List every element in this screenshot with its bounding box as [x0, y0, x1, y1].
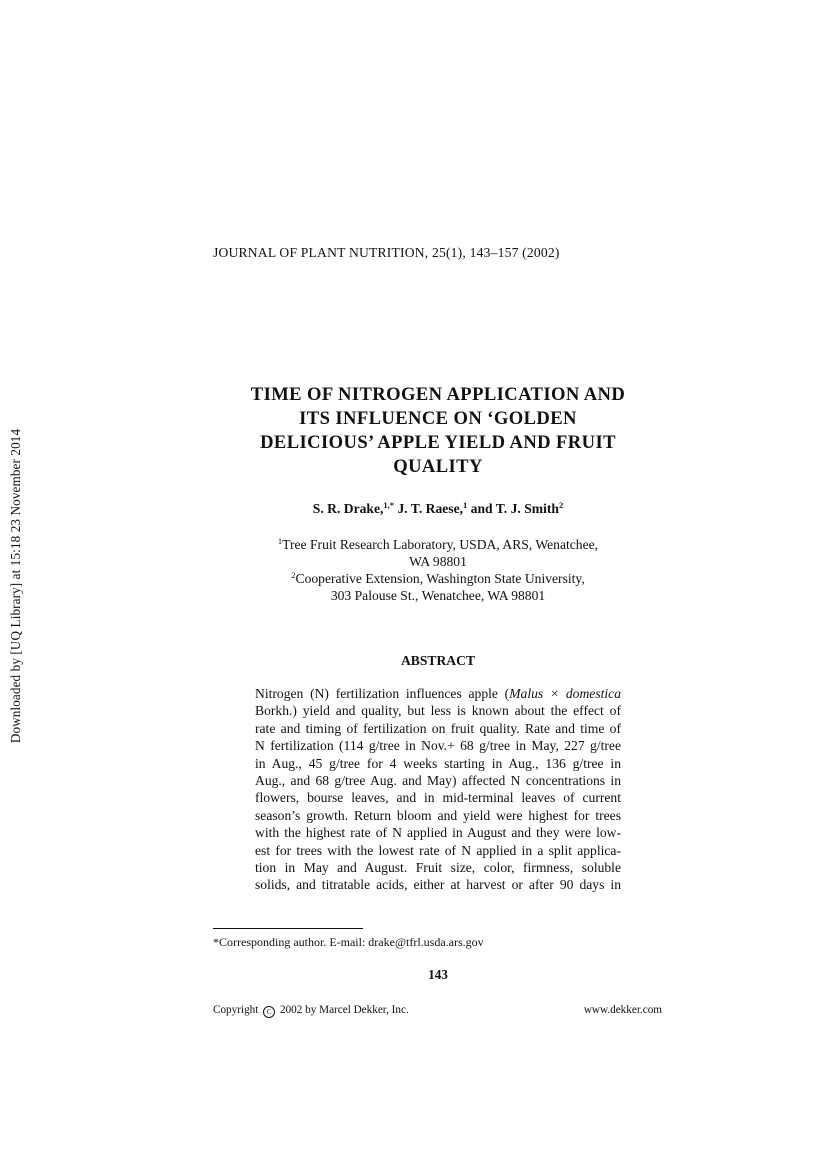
author-name: J. T. Raese, [394, 501, 464, 516]
abstract-line [255, 685, 621, 702]
abstract-line: solids, and titratable acids, either at harvest or after 90 days in [255, 877, 621, 893]
author-list [220, 501, 656, 517]
author-affiliation-mark: 2 [558, 500, 564, 510]
title-line: ITS INFLUENCE ON ‘GOLDEN [299, 408, 577, 429]
affiliation-text: Tree Fruit Research Laboratory, USDA, ARS, Wenatchee, [282, 537, 599, 552]
author-affiliation-mark: 1 [463, 500, 468, 510]
title-line: QUALITY [393, 456, 483, 477]
abstract-line: in Aug., 45 g/tree for 4 weeks starting in Aug., 136 g/tree in [255, 755, 621, 771]
affiliation-line [220, 536, 656, 553]
abstract-line: rate and timing of fertilization on fruit quality. Rate and time of [255, 720, 621, 736]
author-name: and T. J. Smith [467, 501, 559, 516]
title-line: TIME OF NITROGEN APPLICATION AND [250, 384, 626, 405]
page-number: 143 [428, 967, 448, 982]
abstract-line: est for trees with the lowest rate of N applied in a split applica- [255, 842, 621, 858]
abstract-text [255, 685, 621, 894]
title-line: DELICIOUS’ APPLE YIELD AND FRUIT [260, 432, 616, 453]
author-name: S. R. Drake, [312, 501, 384, 516]
affiliation-text: Cooperative Extension, Washington State University, [295, 571, 585, 586]
article-title [230, 383, 646, 479]
side-margin [0, 0, 30, 1169]
footnote-divider [213, 928, 363, 929]
abstract-line: N fertilization (114 g/tree in Nov.+ 68 g/tree in May, 227 g/tree [255, 738, 621, 754]
abstract-line: Aug., and 68 g/tree Aug. and May) affected N concentrations in [255, 773, 621, 789]
affiliation-line: WA 98801 [409, 554, 467, 569]
affiliation-line [220, 570, 656, 587]
abstract-line: flowers, bourse leaves, and in mid-terminal leaves of current [255, 790, 621, 806]
copyright-notice [213, 1004, 409, 1018]
copyright-icon: C [263, 1006, 275, 1018]
author-affiliation-mark: 1,* [383, 500, 395, 510]
affiliation-line: 303 Palouse St., Wenatchee, WA 98801 [330, 588, 546, 603]
abstract-line: season’s growth. Return bloom and yield were highest for trees [255, 807, 621, 823]
abstract-line: tion in May and August. Fruit size, color, firmness, soluble [255, 860, 621, 876]
copyright-label: Copyright [213, 1004, 259, 1016]
download-watermark: Downloaded by [UQ Library] at 15:18 23 November 2014 [8, 428, 23, 744]
species-name: Malus × domestica [509, 686, 622, 701]
affiliation-mark: 1 [277, 536, 283, 546]
copyright-text: 2002 by Marcel Dekker, Inc. [279, 1004, 409, 1016]
publisher-website: www.dekker.com [583, 1004, 662, 1016]
abstract-line: with the highest rate of N applied in August and they were low- [255, 825, 621, 841]
corresponding-author-footnote: *Corresponding author. E-mail: drake@tfrl.usda.ars.gov [213, 935, 484, 949]
journal-citation: JOURNAL OF PLANT NUTRITION, 25(1), 143–157 (2002) [213, 245, 560, 260]
abstract-heading: ABSTRACT [400, 653, 476, 668]
abstract-line: Borkh.) yield and quality, but less is known about the effect of [255, 703, 621, 719]
affiliation-mark: 2 [291, 570, 296, 580]
abstract-text-run: Nitrogen (N) fertilization influences apple ( [255, 686, 510, 701]
affiliations [220, 536, 656, 604]
